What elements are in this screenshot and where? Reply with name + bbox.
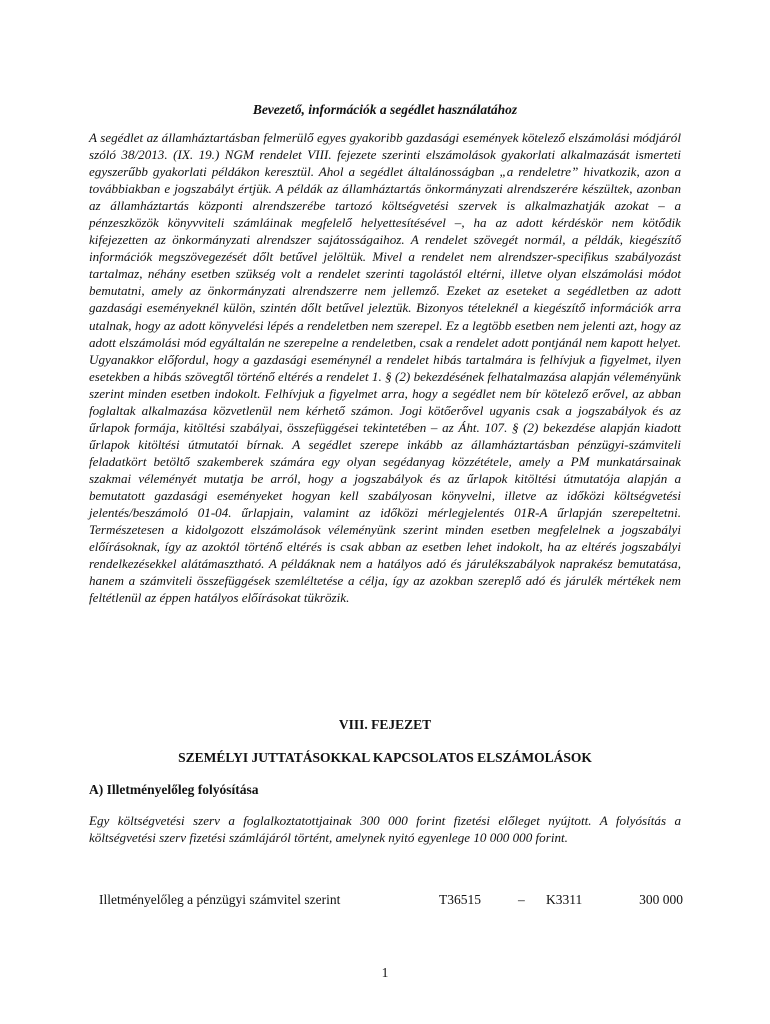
example-paragraph: Egy költségvetési szerv a foglalkoztatottjainak 300 000 forint fizetési előleget nyújtott. A folyósítás a költségvetési szerv fizetési számlájáról történt, amelynek nyitó egyenlege 10 000 000 forint. — [89, 813, 681, 846]
chapter-title: SZEMÉLYI JUTTATÁSOKKAL KAPCSOLATOS ELSZÁMOLÁSOK — [178, 750, 592, 765]
entry-amount: 300 000 — [639, 892, 683, 907]
accounting-entry-row — [89, 891, 683, 909]
entry-description: Illetményelőleg a pénzügyi számvitel szerint — [99, 892, 341, 907]
chapter-number: VIII. FEJEZET — [338, 717, 432, 732]
intro-paragraph: A segédlet az államháztartásban felmerülő egyes gyakoribb gazdasági események kötelező elszámolási módjáról szóló 38/2013. (IX. 19.) NGM rendelet VIII. fejezete szerinti elszámolások gyakorlati alkalmazását ismerteti egyszerűbb gyakorlati példákon keresztül. Ahol a segédlet általánosságban „a rendeletre” hivatkozik, azon a továbbiakban e jogszabályt értjük. A példák az államháztartás önkormányzati alrendszerére készültek, azonban az államháztartás központi alrendszerébe tartozó költségvetési szervek is alkalmazhatják azokat – a pénzeszközök könyvviteli számláinak megfelelő helyettesítésével –, ha az adott kérdéskör nem kötődik kifejezetten az önkormányzati alrendszer sajátosságaihoz. A rendelet szövegét normál, a példák, kiegészítő információk megszövegezését dőlt betűvel jelöltük. Mivel a rendelet nem alrendszer-specifikus szabályozást tartalmaz, néhány esetben szükség volt a rendelet szerinti tagolástól eltérni, illetve olyan elszámolási módot bemutatni, amely az önkormányzati alrendszerre nem jellemző. Ezeket az eseteket a segédletben az adott gazdasági eseményeknél külön, szintén dőlt betűvel jeleztük. Bizonyos tételeknél a kiegészítő információk arra utalnak, hogy az adott könyvelési lépés a rendeletben nem szerepel. Ez a legtöbb esetben nem jelenti azt, hogy az adott elszámolási mód egyáltalán ne szerepelne a rendeletben, csak a rendelet adott pontjánál nem kapott helyet. Ugyanakkor előfordul, hogy a gazdasági eseménynél a rendelet hibás tartalmára is felhívjuk a figyelmet, ilyen esetekben a hibás szövegtől történő eltérés a rendelet 1. § (2) bekezdésének felhatalmazása alapján véleményünk szerint minden esetben indokolt. Felhívjuk a figyelmet arra, hogy a segédlet nem bír kötelező erővel, az abban foglaltak alkalmazása közvetlenül nem kérhető számon. Jogi kötőerővel ugyanis csak a jogszabályok és az űrlapok formája, kitöltési szabályai, összefüggései tekintetében – az Áht. 107. § (2) bekezdése alapján kiadott űrlapok kitöltési útmutatói bírnak. A segédlet szerepe inkább az államháztartásban pénzügyi-számviteli feladatkört betöltő szakemberek számára egy olyan segédanyag közzététele, amely a PM munkatársainak szakmai véleményét mutatja be arról, hogy a jogszabályok és az űrlapok kitöltési útmutatója alapján a bemutatott gazdasági eseményeket hogyan kell szabályosan könyvelni, illetve az időközi költségvetési jelentés/beszámoló 01-04. űrlapjain, valamint az időközi mérlegjelentés 01R-A űrlapján szerepeltetni. Természetesen a kidolgozott elszámolások véleményünk szerint minden esetben megfelelnek a jogszabályi előírásoknak, így az azoktól történő eltérés is csak abban az esetben lehet indokolt, ha az eltérés jogszabályi rendelkezésekkel alátámasztható. A példáknak nem a hatályos adó és járulékszabályok naprakész bemutatása, hanem a számviteli összefüggések szemléltetése a célja, így az azokban szereplő adó és járulék mértékek nem feltétlenül az éppen hatályos előírásokat tükrözik. — [89, 130, 681, 606]
entry-debit-account: T36515 — [439, 892, 481, 907]
section-heading: A) Illetményelőleg folyósítása — [89, 782, 259, 797]
entry-separator: – — [518, 892, 525, 907]
intro-title: Bevezető, információk a segédlet használatához — [252, 102, 518, 117]
entry-credit-account: K3311 — [546, 892, 583, 907]
page-number: 1 — [381, 965, 389, 980]
